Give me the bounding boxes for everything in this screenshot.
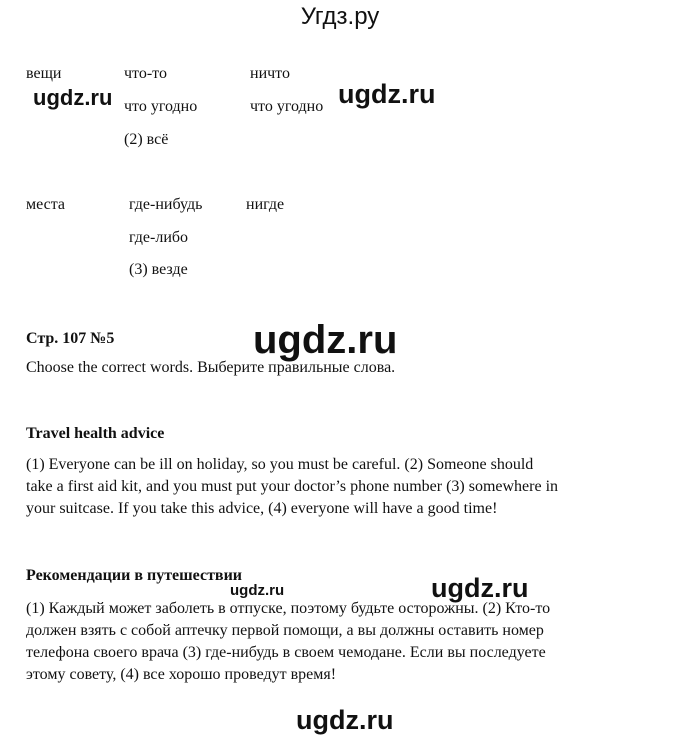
- table-cell: что-то: [124, 65, 167, 82]
- exercise-instruction: Choose the correct words. Выберите правильные слова.: [26, 359, 396, 376]
- exercise-heading: Стр. 107 №5: [26, 330, 115, 347]
- watermark: ugdz.ru: [253, 318, 398, 362]
- table-cell: нигде: [246, 196, 285, 213]
- page-title: Угдз.ру: [300, 3, 380, 30]
- watermark: ugdz.ru: [33, 85, 113, 110]
- paragraph-line: take a first aid kit, and you must put your doctor’s phone number (3) somewhere in: [26, 478, 559, 495]
- paragraph-line: должен взять с собой аптечку первой помощи, а вы должны оставить номер: [26, 622, 544, 639]
- paragraph-line: (1) Everyone can be ill on holiday, so you must be careful. (2) Someone should: [26, 456, 534, 473]
- paragraph-line: (1) Каждый может заболеть в отпуске, поэтому будьте осторожны. (2) Кто-то: [26, 600, 551, 617]
- category-places: места: [26, 196, 66, 213]
- english-paragraph: [26, 454, 666, 520]
- category-things: вещи: [26, 65, 62, 82]
- watermark: ugdz.ru: [431, 573, 529, 603]
- table-cell: где-нибудь: [129, 196, 203, 213]
- paragraph-line: телефона своего врача (3) где-нибудь в своем чемодане. Если вы последуете: [26, 644, 546, 661]
- paragraph-line: этому совету, (4) все хорошо проведут время!: [26, 666, 337, 683]
- table-cell: где-либо: [129, 229, 189, 246]
- table-cell: что угодно: [250, 98, 324, 115]
- table-cell: (3) везде: [129, 261, 188, 278]
- english-title: Travel health advice: [26, 425, 165, 442]
- watermark: ugdz.ru: [296, 705, 394, 735]
- russian-title: Рекомендации в путешествии: [26, 567, 242, 584]
- watermark: ugdz.ru: [338, 79, 436, 109]
- table-cell: ничто: [250, 65, 290, 82]
- paragraph-line: your suitcase. If you take this advice, (4) everyone will have a good time!: [26, 500, 498, 517]
- table-cell: (2) всё: [124, 131, 169, 148]
- table-cell: что угодно: [124, 98, 198, 115]
- russian-paragraph: [26, 598, 666, 686]
- watermark: ugdz.ru: [230, 582, 285, 599]
